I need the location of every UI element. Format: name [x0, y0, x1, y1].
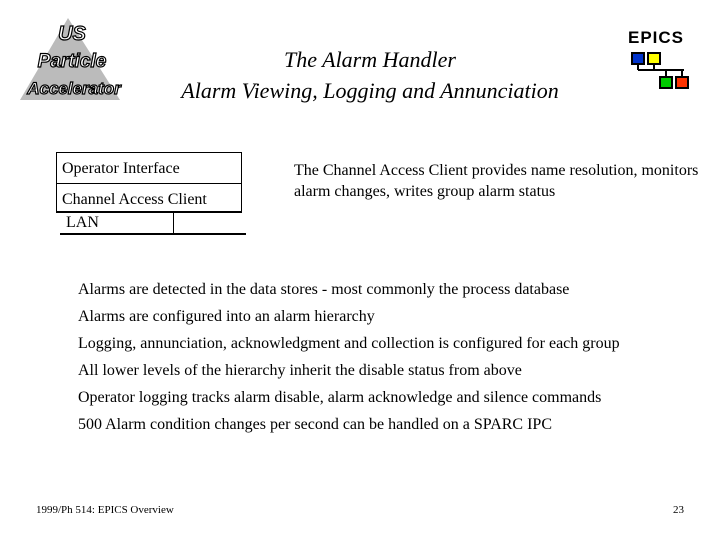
- channel-access-description: The Channel Access Client provides name resolution, monitors alarm changes, writes group alarm status: [294, 162, 699, 200]
- slide-title-line1: The Alarm Handler: [284, 47, 456, 72]
- epics-node-yellow: [648, 53, 660, 64]
- lan-line: [60, 233, 246, 235]
- list-item: 500 Alarm condition changes per second can be handled on a SPARC IPC: [78, 416, 552, 433]
- epics-node-green: [660, 77, 672, 88]
- page-number: 23: [673, 504, 684, 516]
- us-particle-accelerator-logo: [20, 14, 130, 104]
- epics-network-icon: [626, 50, 694, 92]
- list-item: Alarms are detected in the data stores - most commonly the process database: [78, 281, 570, 298]
- logo-text-accelerator: Accelerator: [27, 79, 121, 98]
- feature-list: [78, 276, 708, 438]
- slide-title: [130, 44, 610, 106]
- list-item: All lower levels of the hierarchy inherit the disable status from above: [78, 362, 522, 379]
- epics-node-blue: [632, 53, 644, 64]
- channel-access-client-box: Channel Access Client: [56, 183, 242, 213]
- list-item: Operator logging tracks alarm disable, alarm acknowledge and silence commands: [78, 389, 602, 406]
- epics-label: EPICS: [628, 28, 685, 47]
- slide-title-line2: Alarm Viewing, Logging and Annunciation: [181, 78, 559, 103]
- list-item: Logging, annunciation, acknowledgment and collection is configured for each group: [78, 335, 620, 352]
- operator-interface-box: Operator Interface: [56, 152, 242, 184]
- footer-course-label: 1999/Ph 514: EPICS Overview: [36, 504, 174, 516]
- list-item: Alarms are configured into an alarm hierarchy: [78, 308, 375, 325]
- lan-label: LAN: [66, 214, 99, 231]
- logo-text-particle: Particle: [37, 51, 107, 72]
- epics-node-red: [676, 77, 688, 88]
- lan-divider: [173, 213, 174, 233]
- logo-text-us: US: [58, 23, 86, 45]
- software-layer-diagram: [56, 152, 248, 236]
